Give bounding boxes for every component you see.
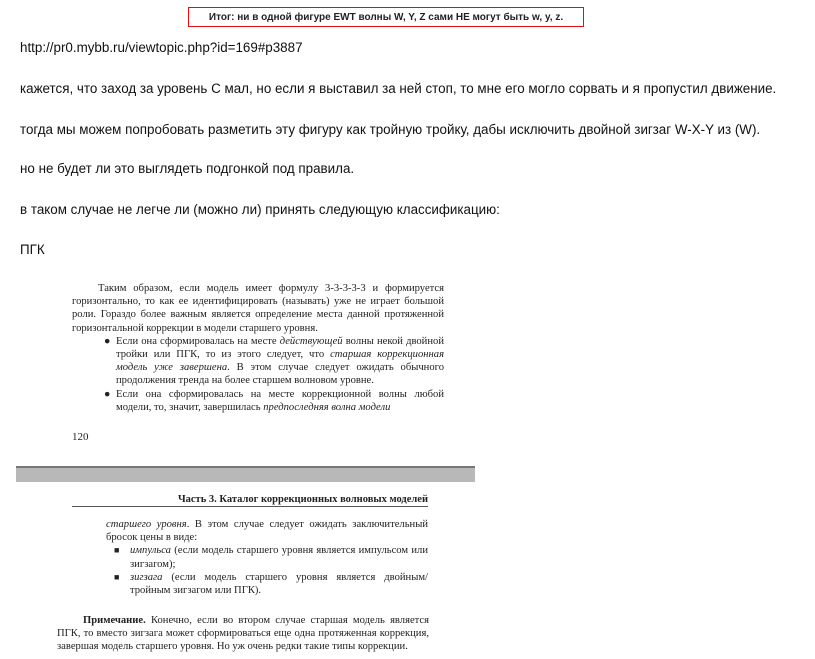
item-text: (если модель старшего уровня является импульсом или зигзагом); <box>130 545 428 570</box>
scan-note <box>57 614 429 654</box>
post-paragraph-1: кажется, что заход за уровень С мал, но если я выставил за ней стоп, то мне его могло сорвать и я пропустил движение. <box>20 81 777 96</box>
bullet-text: Если она сформировалась на месте коррекционной волны любой модели, то, значит, завершилась <box>116 388 444 413</box>
bullet-emphasis: предпоследняя волна модели <box>263 401 391 413</box>
page-number: 120 <box>72 431 89 443</box>
item-emphasis: импульса <box>130 545 171 557</box>
note-text: Конечно, если во втором случае старшая модель является ПГК, то вместо зигзага может сформироваться еще одна протяженная коррекция, завершая модель старшего уровня. Но уж очень редки такие типы коррекции. <box>57 615 429 653</box>
scan-list-item-2 <box>114 571 428 597</box>
bullet-text: Если она сформировалась на месте <box>116 335 280 347</box>
scan-paragraph: Таким образом, если модель имеет формулу 3-3-3-3-3 и формируется горизонтально, то как ее идентифицировать (называть) уже не играет большой роли. Гораздо более важным является определение места данной протяженной горизонтальной коррекции в модели старшего уровня. <box>72 283 444 334</box>
bullet-dot-icon: ● <box>104 335 111 347</box>
summary-note-text: Итог: ни в одной фигуре EWT волны W, Y, Z сами НЕ могут быть w, y, z. <box>208 11 564 23</box>
note-label: Примечание. <box>83 615 146 626</box>
post-paragraph-2: тогда мы можем попробовать разметить эту фигуру как тройную тройку, дабы исключить двойной зигзаг W-X-Y из (W). <box>20 122 761 137</box>
bullet-dot-icon: ● <box>104 388 111 400</box>
item-emphasis: зигзага <box>130 571 163 583</box>
bullet-text: волны некой двойной тройки или ПГК, то из этого следует, что <box>116 335 444 361</box>
bullet-emphasis: действующей <box>279 335 343 347</box>
square-bullet-icon: ■ <box>114 545 120 556</box>
scanned-page-excerpt-1 <box>72 282 444 414</box>
continuation-text: . В этом случае следует ожидать заключительный бросок цены в виде: <box>106 519 428 544</box>
forum-link[interactable]: http://pr0.mybb.ru/viewtopic.php?id=169#p3887 <box>20 40 303 55</box>
page-break-band <box>16 468 475 482</box>
bullet-text: . В этом случае следует ожидать обычного продолжения тренда на более старшем волновом уровне. <box>116 362 444 387</box>
scan-list-item-1 <box>114 544 428 570</box>
bullet-emphasis: старшая коррекционная модель уже завершена <box>116 349 444 374</box>
scan-continuation <box>106 518 428 544</box>
post-paragraph-5: ПГК <box>20 242 45 257</box>
continuation-emphasis: старшего уровня <box>106 519 187 530</box>
post-paragraph-4: в таком случае не легче ли (можно ли) принять следующую классификацию: <box>20 202 500 217</box>
scanned-page-excerpt-2 <box>60 518 428 597</box>
scan-bullet-1 <box>104 335 444 388</box>
post-paragraph-3: но не будет ли это выглядеть подгонкой под правила. <box>20 161 355 176</box>
summary-note-box <box>188 7 584 27</box>
scan-bullet-2 <box>104 388 444 414</box>
item-text: (если модель старшего уровня является двойным/тройным зигзагом или ПГК). <box>130 571 428 597</box>
scan-page-header: Часть 3. Каталог коррекционных волновых моделей <box>72 494 428 507</box>
square-bullet-icon: ■ <box>114 571 120 582</box>
